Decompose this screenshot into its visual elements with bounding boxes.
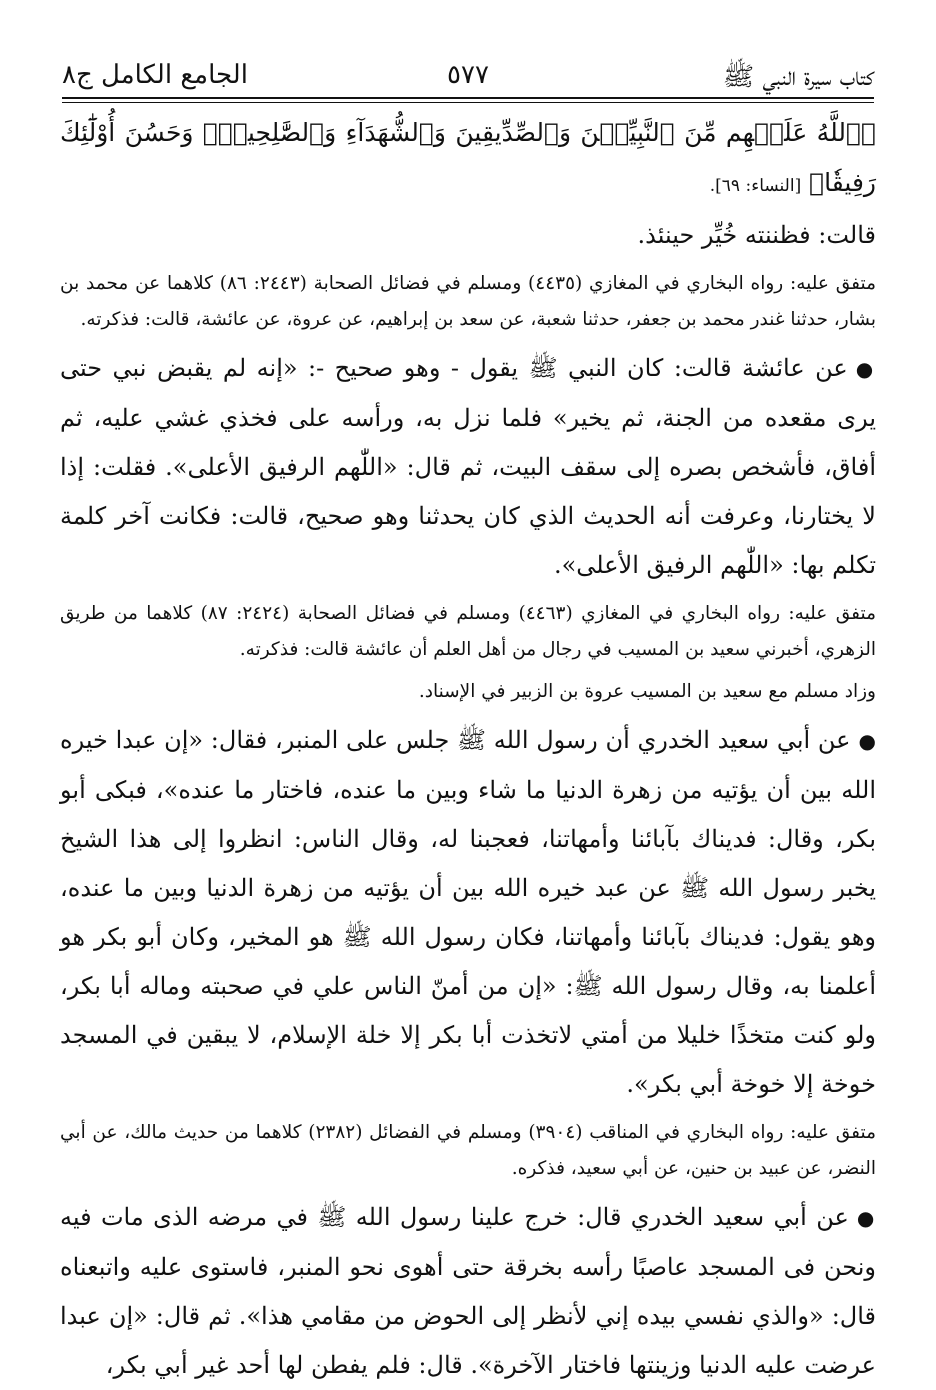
paragraph-4-text: عن أبي سعيد الخدري قال: خرج علينا رسول الله ﷺ في مرضه الذى مات فيه ونحن فى المسجد عاصبًا رأسه بخرقة حتى أهوى نحو المنبر، فاستوى عليه واتبعناه قال: «والذي نفسي بيده إني لأنظر إلى الحوض من مقامي هذا». ثم قال: «إن عبدا عرضت عليه الدنيا وزينتها فاختار الآخرة». قال: فلم يفطن لها أحد غير أبي بكر، — [60, 1203, 876, 1379]
quran-verse — [60, 108, 876, 211]
footnote-1: متفق عليه: رواه البخاري في المغازي (٤٤٣٥) ومسلم في فضائل الصحابة (٢٤٤٣: ٨٦) كلاهما عن محمد بن بشار، حدثنا غندر محمد بن جعفر، حدثنا شعبة، عن سعد بن إبراهيم، عن عروة، عن عائشة، قالت: فذكرته. — [60, 273, 876, 330]
bullet-marker: ● — [856, 1206, 876, 1230]
paragraph-2 — [60, 344, 876, 590]
footnote-2-addition: وزاد مسلم مع سعيد بن المسيب عروة بن الزبير في الإسناد. — [418, 681, 876, 702]
paragraph-3 — [60, 716, 876, 1109]
paragraph-2-text: عن عائشة قالت: كان النبي ﷺ يقول - وهو صحيح -: «إنه لم يقبض نبي حتى يرى مقعده من الجنة، ثم يخير» فلما نزل به، ورأسه على فخذي غشي عليه، ثم أفاق، فأشخص بصره إلى سقف البيت، ثم قال: «اللّٰهم الرفيق الأعلى». فقلت: إذا لا يختارنا، وعرفت أنه الحديث الذي كان يحدثنا وهو صحيح، قالت: فكانت آخر كلمة تكلم بها: «اللّٰهم الرفيق الأعلى». — [60, 354, 876, 579]
verse-text: ﴿ٱللَّهُ عَلَيۡهِم مِّنَ ٱلنَّبِيِّـۧنَ وَٱلصِّدِّيقِينَ وَٱلشُّهَدَآءِ وَٱلصَّٰلِحِينَۚ وَحَسُنَ أُوْلَٰٓئِكَ رَفِيقٗا﴾ — [60, 118, 876, 197]
book-title: كتاب سيرة النبي ﷺ — [722, 62, 874, 92]
footnote-2: متفق عليه: رواه البخاري في المغازي (٤٤٦٣) ومسلم في فضائل الصحابة (٢٤٢٤: ٨٧) كلاهما من طريق الزهري، أخبرني سعيد بن المسيب في رجال من أهل العلم أن عائشة قالت: فذكرته. — [60, 603, 876, 660]
footnote-3: متفق عليه: رواه البخاري في المناقب (٣٩٠٤) ومسلم في الفضائل (٢٣٨٢) كلاهما من حديث مالك، عن أبي النضر، عن عبيد بن حنين، عن أبي سعيد، فذكره. — [60, 1122, 876, 1179]
bullet-marker: ● — [855, 357, 876, 381]
header-rule — [62, 97, 874, 99]
running-header — [62, 52, 874, 98]
volume-label: الجامع الكامل ج٨ — [62, 60, 248, 90]
page-body — [60, 108, 876, 1390]
paragraph-4 — [60, 1193, 876, 1390]
page-number: ٥٧٧ — [447, 60, 489, 90]
paragraph-3-text: عن أبي سعيد الخدري أن رسول الله ﷺ جلس على المنبر، فقال: «إن عبدا خيره الله بين أن يؤتيه من زهرة الدنيا ما شاء وبين ما عنده، فاختار ما عنده»، فبكى أبو بكر، وقال: فديناك بآبائنا وأمهاتنا، فعجبنا له، وقال الناس: انظروا إلى هذا الشيخ يخبر رسول الله ﷺ عن عبد خيره الله بين أن يؤتيه من زهرة الدنيا وبين ما عنده، وهو يقول: فديناك بآبائنا وأمهاتنا، فكان رسول الله ﷺ هو المخير، وكان أبو بكر هو أعلمنا به، وقال رسول الله ﷺ: «إن من أمنّ الناس علي في صحبته وماله أبا بكر، ولو كنت متخذًا خليلا من أمتي لاتخذت أبا بكر إلا خلة الإسلام، لا يبقين في المسجد خوخة إلا خوخة أبي بكر». — [60, 726, 876, 1098]
paragraph-1: قالت: فظننته خُيِّر حينئذ. — [637, 221, 876, 249]
bullet-marker: ● — [858, 729, 876, 753]
verse-reference: [النساء: ٦٩]. — [709, 176, 802, 196]
header-rule-thin — [62, 102, 874, 103]
